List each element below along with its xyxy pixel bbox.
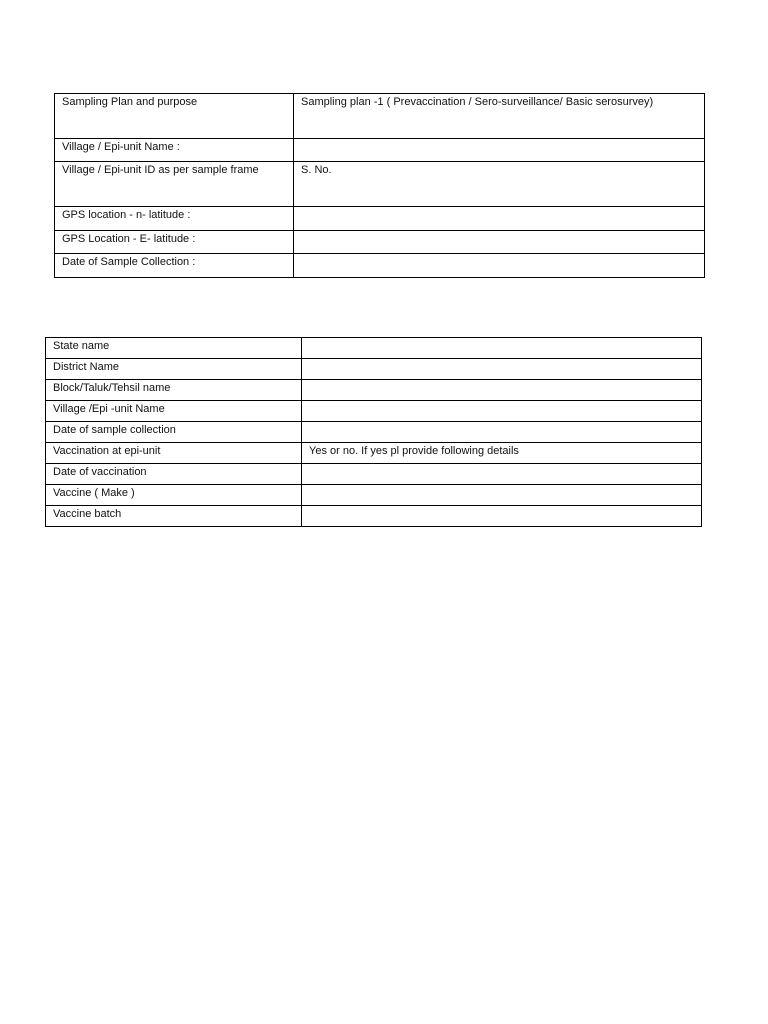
row-value-sample-collection-date[interactable] [294,254,705,278]
table-row [46,485,702,506]
row-label-vaccine-batch: Vaccine batch [46,506,302,527]
sampling-plan-table [54,93,705,278]
row-label-state-name: State name [46,338,302,359]
table-row [46,380,702,401]
table-row [55,231,705,254]
row-label-gps-latitude-n: GPS location - n- latitude : [55,207,294,231]
row-value-block-name[interactable] [302,380,702,401]
table-row [55,94,705,139]
row-label-sample-collection-date: Date of sample collection [46,422,302,443]
row-label-vaccination-date: Date of vaccination [46,464,302,485]
table-row [55,254,705,278]
row-value-gps-latitude-e[interactable] [294,231,705,254]
table-row [46,359,702,380]
row-label-village-name: Village /Epi -unit Name [46,401,302,422]
location-vaccination-table [45,337,702,527]
table-row [46,401,702,422]
table-row [55,207,705,231]
row-label-sample-collection-date: Date of Sample Collection : [55,254,294,278]
row-value-district-name[interactable] [302,359,702,380]
row-label-district-name: District Name [46,359,302,380]
row-value-gps-latitude-n[interactable] [294,207,705,231]
row-label-block-name: Block/Taluk/Tehsil name [46,380,302,401]
row-label-gps-latitude-e: GPS Location - E- latitude : [55,231,294,254]
row-label-vaccine-make: Vaccine ( Make ) [46,485,302,506]
table-row [46,443,702,464]
row-label-village-name: Village / Epi-unit Name : [55,139,294,162]
row-label-village-id: Village / Epi-unit ID as per sample frame [55,162,294,207]
row-value-village-name[interactable] [302,401,702,422]
table-row [46,464,702,485]
row-value-vaccine-make[interactable] [302,485,702,506]
table-row [55,139,705,162]
row-value-vaccine-batch[interactable] [302,506,702,527]
table-row [55,162,705,207]
row-label-vaccination-at-epi-unit: Vaccination at epi-unit [46,443,302,464]
row-value-sample-collection-date[interactable] [302,422,702,443]
table-row [46,338,702,359]
table-row [46,506,702,527]
row-label-sampling-plan: Sampling Plan and purpose [55,94,294,139]
row-value-state-name[interactable] [302,338,702,359]
table-row [46,422,702,443]
row-value-village-id[interactable]: S. No. [294,162,705,207]
row-value-sampling-plan[interactable]: Sampling plan -1 ( Prevaccination / Sero-surveillance/ Basic serosurvey) [294,94,705,139]
row-value-vaccination-at-epi-unit[interactable]: Yes or no. If yes pl provide following details [302,443,702,464]
row-value-village-name[interactable] [294,139,705,162]
row-value-vaccination-date[interactable] [302,464,702,485]
